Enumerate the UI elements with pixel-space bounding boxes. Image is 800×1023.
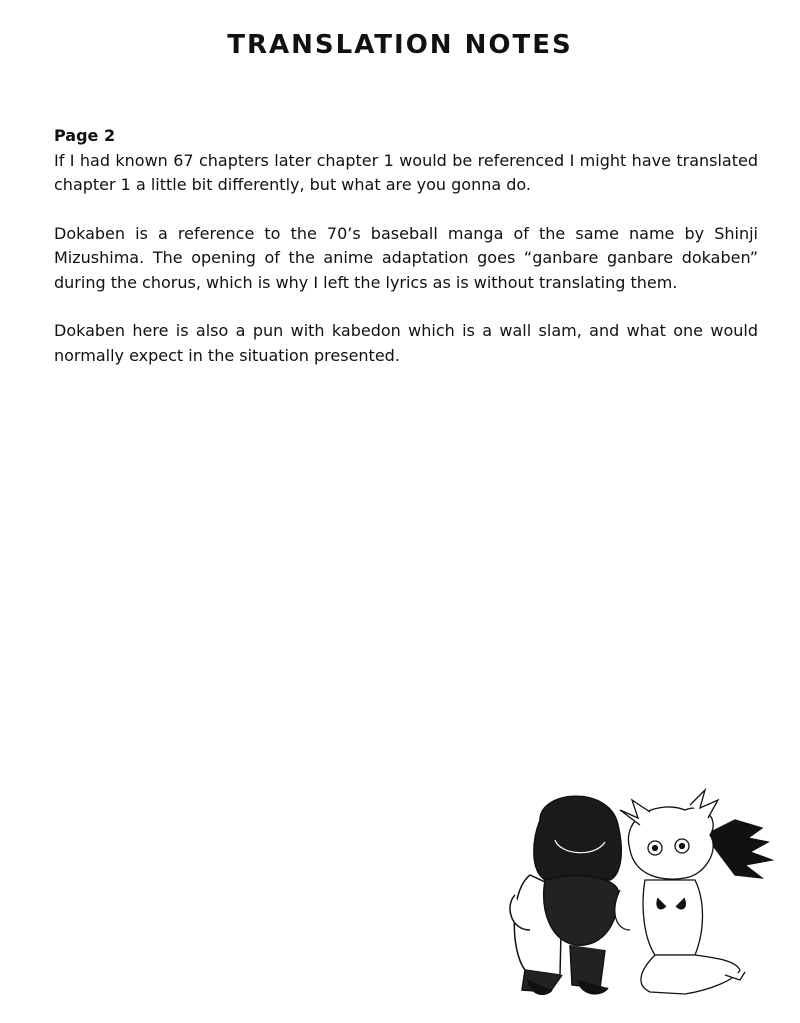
manga-characters-illustration — [500, 780, 780, 1005]
page-title: TRANSLATION NOTES — [227, 30, 573, 60]
notes-heading: Page 2 — [54, 126, 116, 145]
dark-haired-character — [510, 796, 621, 994]
notes-body — [54, 124, 758, 392]
note-paragraph: Dokaben here is also a pun with kabedon which is a wall slam, and what one would normally expect in the situation presented. — [54, 321, 758, 365]
note-paragraph: If I had known 67 chapters later chapter 1 would be referenced I might have translated chapter 1 a little bit differently, but what are you gonna do. — [54, 150, 758, 194]
note-paragraph: Dokaben is a reference to the 70’s baseball manga of the same name by Shinji Mizushima. The opening of the anime adaptation goes “ganbare ganbare dokaben” during the chorus, which is why I left the lyrics as is without translating them. — [54, 223, 758, 292]
winged-character — [615, 790, 772, 994]
